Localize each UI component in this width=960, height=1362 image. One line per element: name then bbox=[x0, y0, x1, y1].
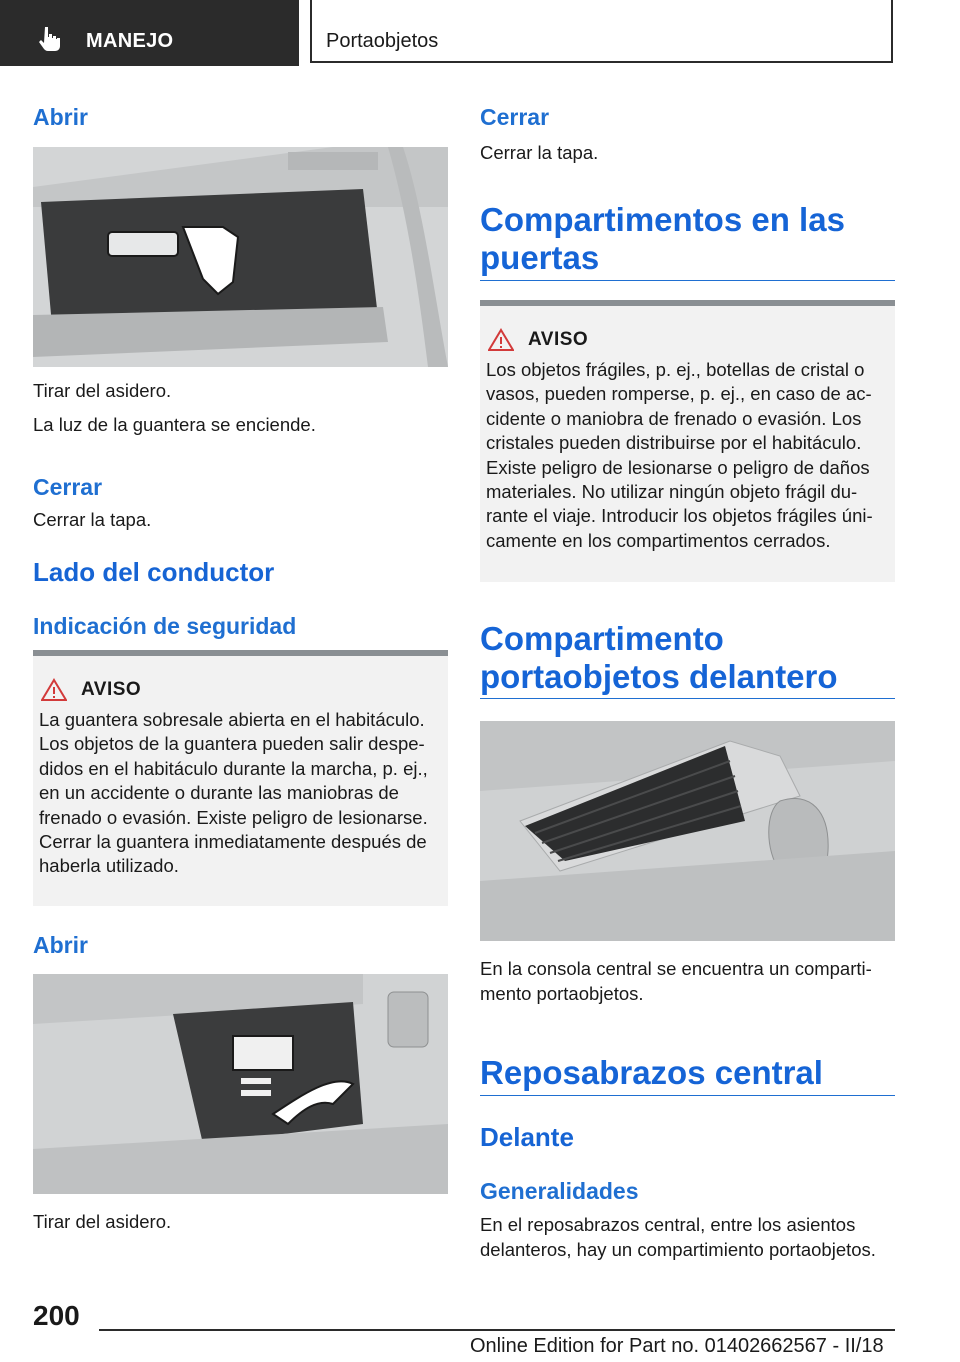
heading-generalidades: Generalidades bbox=[480, 1178, 639, 1204]
hand-pointer-icon bbox=[38, 25, 62, 51]
driver-compartment-illustration bbox=[33, 974, 448, 1194]
warning-line: cidente o maniobra de frenado o evasión. Los bbox=[486, 407, 862, 429]
warning-line: camente en los compartimentos cerrados. bbox=[486, 529, 831, 551]
warning-line: didos en el habitáculo durante la marcha, p. ej., bbox=[39, 757, 428, 779]
warning-line: haberla utilizado. bbox=[39, 855, 179, 877]
page-number: 200 bbox=[33, 1300, 80, 1331]
warning-line: vasos, pueden romperse, p. ej., en caso de ac- bbox=[486, 383, 872, 405]
heading-abrir: Abrir bbox=[33, 104, 88, 130]
center-console-illustration bbox=[480, 721, 895, 941]
warning-line: Existe peligro de lesionarse o peligro de daños bbox=[486, 456, 870, 478]
warning-title: AVISO bbox=[81, 679, 142, 700]
text-generalidades bbox=[480, 1212, 895, 1262]
warning-text bbox=[486, 358, 891, 553]
heading-indicacion-seguridad: Indicación de seguridad bbox=[33, 613, 297, 639]
heading-line: Compartimentos en las bbox=[480, 201, 845, 238]
text-line: En el reposabrazos central, entre los asientos bbox=[480, 1214, 856, 1235]
heading-lado-conductor: Lado del conductor bbox=[33, 557, 275, 587]
caption-tirar-asidero: Tirar del asidero. bbox=[33, 380, 172, 401]
warning-line: en un accidente o durante las maniobras de bbox=[39, 782, 399, 804]
heading-compartimento-portaobjetos bbox=[480, 620, 895, 696]
footer-rule bbox=[99, 1329, 895, 1331]
section-rule bbox=[480, 698, 895, 699]
text-line: mento portaobjetos. bbox=[480, 983, 644, 1004]
header-title: Portaobjetos bbox=[326, 30, 439, 52]
glovebox-open-image bbox=[33, 147, 448, 367]
warning-box-guantera bbox=[33, 650, 448, 906]
heading-cerrar: Cerrar bbox=[33, 474, 103, 500]
section-rule bbox=[480, 280, 895, 281]
text-cerrar-tapa: Cerrar la tapa. bbox=[33, 509, 152, 530]
header-section-tab bbox=[0, 0, 299, 66]
heading-cerrar-right: Cerrar bbox=[480, 104, 550, 130]
heading-delante: Delante bbox=[480, 1122, 574, 1152]
section-rule bbox=[480, 1095, 895, 1096]
warning-triangle-icon bbox=[488, 328, 514, 352]
text-line: En la consola central se encuentra un comparti- bbox=[480, 958, 872, 979]
warning-text bbox=[39, 708, 444, 879]
glovebox-illustration bbox=[33, 147, 448, 367]
caption-luz-guantera: La luz de la guantera se enciende. bbox=[33, 414, 316, 435]
warning-title: AVISO bbox=[528, 329, 589, 350]
warning-line: materiales. No utilizar ningún objeto frágil du- bbox=[486, 481, 858, 503]
heading-abrir-2: Abrir bbox=[33, 932, 88, 958]
warning-triangle-icon bbox=[41, 678, 67, 702]
caption-tirar-asidero-2: Tirar del asidero. bbox=[33, 1211, 172, 1232]
heading-reposabrazos: Reposabrazos central bbox=[480, 1054, 823, 1091]
warning-line: La guantera sobresale abierta en el habitáculo. bbox=[39, 709, 425, 730]
text-line: delanteros, hay un compartimiento portaobjetos. bbox=[480, 1239, 876, 1260]
warning-line: Cerrar la guantera inmediatamente después de bbox=[39, 831, 427, 853]
warning-box-puertas bbox=[480, 300, 895, 582]
text-cerrar-tapa-right: Cerrar la tapa. bbox=[480, 142, 599, 163]
warning-line: Los objetos frágiles, p. ej., botellas de cristal o bbox=[486, 359, 865, 380]
heading-compartimentos-puertas bbox=[480, 201, 895, 277]
warning-line: rante el viaje. Introducir los objetos frágiles úni- bbox=[486, 505, 873, 527]
header-section-label: MANEJO bbox=[86, 30, 174, 52]
driver-glovebox-image bbox=[33, 974, 448, 1194]
heading-line: puertas bbox=[480, 239, 600, 276]
warning-line: frenado o evasión. Existe peligro de lesionarse. bbox=[39, 806, 428, 828]
warning-line: Los objetos de la guantera pueden salir despe- bbox=[39, 733, 425, 755]
header-title-box bbox=[310, 0, 893, 63]
heading-line: Compartimento bbox=[480, 620, 724, 657]
text-consola-central bbox=[480, 956, 895, 1006]
footer-edition: Online Edition for Part no. 01402662567 - II/18 bbox=[470, 1335, 884, 1357]
center-console-image bbox=[480, 721, 895, 941]
heading-line: portaobjetos delantero bbox=[480, 658, 838, 695]
warning-line: cristales pueden distribuirse por el habitáculo. bbox=[486, 432, 862, 454]
